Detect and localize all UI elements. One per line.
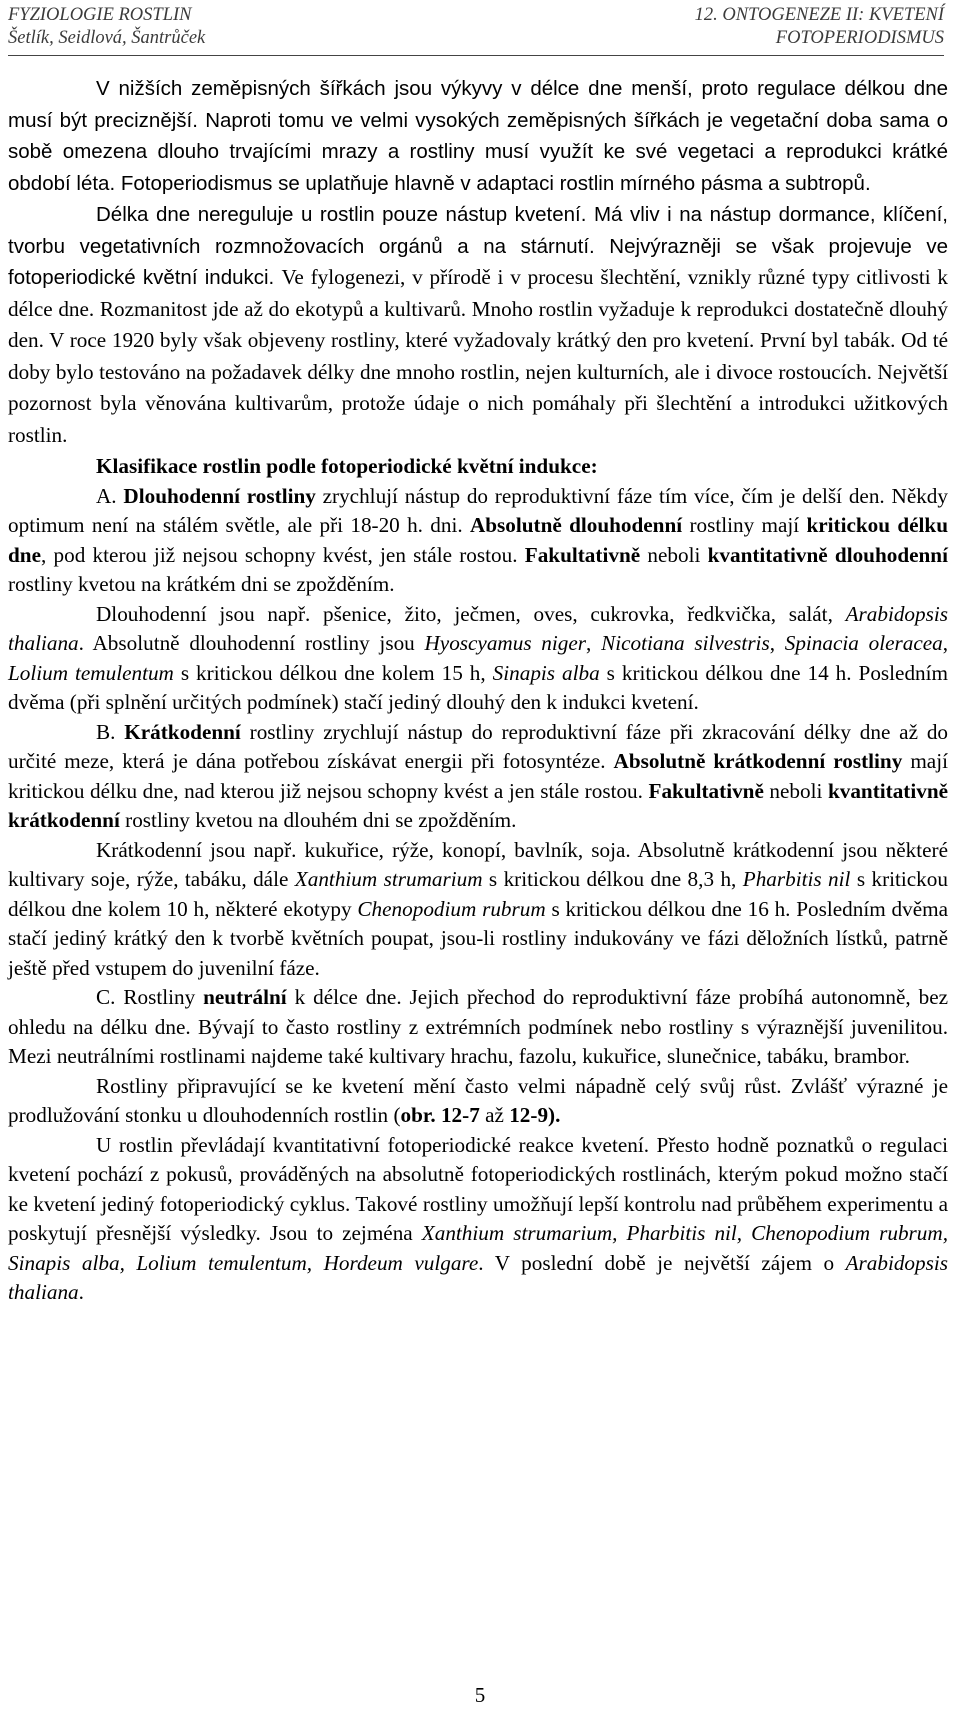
header-right	[695, 4, 944, 50]
chapter-subtitle: FOTOPERIODISMUS	[775, 28, 944, 48]
paragraph-intro-2: Délka dne nereguluje u rostlin pouze nástup kvetení. Má vliv i na nástup dormance, klíčení, tvorbu vegetativních rozmnožovacích orgánů a na stárnutí. Nejvýrazněji se však projevuje ve fotoperiodické květní indukci. Ve fylogenezi, v přírodě i v procesu šlechtění, vznikly různé typy citlivosti k délce dne. Rozmanitost jde až do ekotypů a kultivarů. Mnoho rostlin vyžaduje k reprodukci dostatečně dlouhý den. V roce 1920 byly však objeveny rostliny, které vyžadovaly krátký den pro kvetení. První byl tabák. Od té doby bylo testováno na požadavek délky dne mnoho rostlin, nejen kulturních, ale i divoce rostoucích. Největší pozornost byla věnována kultivarům, protože údaje o nich pomáhaly při šlechtění a introdukci užitkových rostlin.	[8, 203, 948, 447]
section-heading: Klasifikace rostlin podle fotoperiodické květní indukce:	[96, 454, 598, 478]
book-title: FYZIOLOGIE ROSTLIN	[8, 5, 192, 25]
paragraph-quantitative: U rostlin převládají kvantitativní fotoperiodické reakce kvetení. Přesto hodně poznatků o regulaci kvetení pochází z pokusů, prováděných na absolutně fotoperiodických rostlinách, kterým pokud možno stačí ke kvetení jediný fotoperiodický cyklus. Takové rostliny umožňují lepší kontrolu nad průběhem experimentu a poskytují přesnější výsledky. Jsou to zejména Xanthium strumarium, Pharbitis nil, Chenopodium rubrum, Sinapis alba, Lolium temulentum, Hordeum vulgare. V poslední době je největší zájem o Arabidopsis thaliana.	[8, 1132, 948, 1304]
paragraph-short-day: B. Krátkodenní rostliny zrychlují nástup do reproduktivní fáze při zkracování délky dne až do určité meze, která je dána potřebou získávat energii při fotosyntéze. Absolutně krátkodenní rostliny mají kritickou délku dne, nad kterou již nejsou schopny kvést a jen stále rostou. Fakultativně neboli kvantitativně krátkodenní rostliny kvetou na dlouhém dni se zpožděním.	[8, 719, 949, 832]
paragraph-neutral: C. Rostliny neutrální k délce dne. Jejich přechod do reproduktivní fáze probíhá autonomně, bez ohledu na délku dne. Bývají to často rostliny z extrémních podmínek nebo rostliny s výraznější juvenilitou. Mezi neutrálními rostlinami najdeme také kultivary hrachu, fazolu, kukuřice, slunečnice, tabáku, brambor.	[8, 985, 948, 1068]
paragraph-long-day-examples: Dlouhodenní jsou např. pšenice, žito, ječmen, oves, cukrovka, ředkvička, salát, Arabidopsis thaliana. Absolutně dlouhodenní rostliny jsou Hyoscyamus niger, Nicotiana silvestris, Spinacia oleracea, Lolium temulentum s kritickou délkou dne kolem 15 h, Sinapis alba s kritickou délkou dne 14 h. Posledním dvěma (při splnění určitých podmínek) stačí jediný dlouhý den k indukci kvetení.	[8, 601, 949, 714]
paragraph-long-day: A. Dlouhodenní rostliny zrychlují nástup do reproduktivní fáze tím více, čím je delší den. Někdy optimum není na stálém světle, ale při 18-20 h. dni. Absolutně dlouhodenní rostliny mají kritickou délku dne, pod kterou již nejsou schopny kvést, jen stále rostou. Fakultativně neboli kvantitativně dlouhodenní rostliny kvetou na krátkém dni se zpožděním.	[8, 483, 948, 596]
chapter-title: 12. ONTOGENEZE II: KVETENÍ	[694, 5, 944, 25]
authors: Šetlík, Seidlová, Šantrůček	[8, 28, 206, 48]
page-number: 5	[474, 1683, 486, 1707]
paragraph-growth-change: Rostliny připravující se ke kvetení mění často velmi nápadně celý svůj růst. Zvlášť výrazné je prodlužování stonku u dlouhodenních rostlin (obr. 12-7 až 12-9).	[8, 1073, 948, 1127]
page-header	[8, 4, 944, 54]
header-rule	[8, 55, 944, 56]
page-body	[8, 74, 948, 1308]
paragraph-short-day-examples: Krátkodenní jsou např. kukuřice, rýže, konopí, bavlník, soja. Absolutně krátkodenní jsou některé kultivary soje, rýže, tabáku, dále Xanthium strumarium s kritickou délkou dne 8,3 h, Pharbitis nil s kritickou délkou dne kolem 10 h, některé ekotypy Chenopodium rubrum s kritickou délkou dne 16 h. Posledním dvěma stačí jediný krátký den k tvorbě květních poupat, jsou-li rostliny indukovány ve fázi děložních lístků, patrně ještě před vstupem do juvenilní fáze.	[8, 837, 948, 980]
paragraph-intro-1: V nižších zeměpisných šířkách jsou výkyvy v délce dne menší, proto regulace délkou dne musí být preciznější. Naproti tomu ve velmi vysokých zeměpisných šířkách je vegetační doba sama o sobě omezena dlouho trvajícími mrazy a rostliny musí využít ke své vegetaci a reprodukci krátké období léta. Fotoperiodismus se uplatňuje hlavně v adaptaci rostlin mírného pásma a subtropů.	[8, 77, 948, 195]
header-left	[8, 4, 205, 50]
